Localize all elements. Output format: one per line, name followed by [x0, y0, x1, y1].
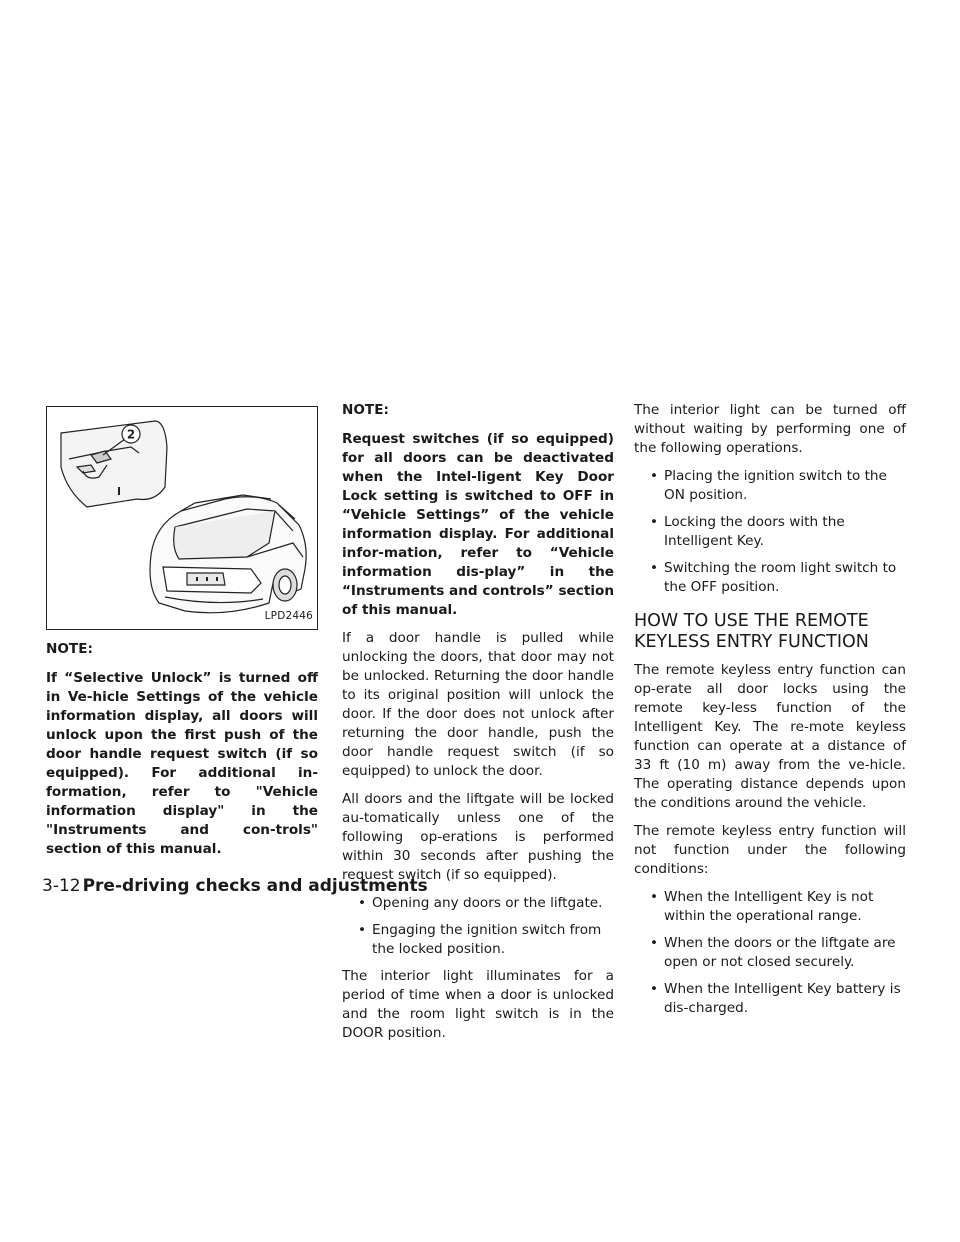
bullet-item: • Placing the ignition switch to the ON position. [650, 468, 887, 503]
car-rear-door-handle-illustration [47, 407, 317, 629]
paragraph: If a door handle is pulled while unlocking the doors, that door may not be unlocked. Returning the door handle to its original position will unlock the door. If the door does not unlock after returning the door handle, push the door handle request switch (if so equipped) to unlock the door. [342, 630, 614, 779]
page-footer [42, 876, 428, 896]
section-heading: HOW TO USE THE REMOTE KEYLESS ENTRY FUNCTION [634, 611, 869, 652]
column-middle [342, 401, 614, 1052]
note-text: Request switches (if so equipped) for all doors can be deactivated when the Intel-ligent Key Door Lock setting is switched to OFF in “Vehicle Settings” of the vehicle information display. For additional infor-mation, refer to “Vehicle information dis-play” in the “Instruments and controls” section of this manual. [342, 431, 614, 618]
section-title: Pre-driving checks and adjustments [82, 876, 428, 896]
note-label: NOTE: [46, 641, 93, 657]
column-left [46, 406, 318, 868]
paragraph: All doors and the liftgate will be locked au-tomatically unless one of the following op-erations is performed within 30 seconds after pushing the request switch (if so equipped). [342, 791, 614, 883]
paragraph: The interior light can be turned off without waiting by performing one of the following operations. [634, 402, 906, 456]
bullet-item: • Engaging the ignition switch from the locked position. [358, 922, 602, 957]
paragraph: The remote keyless entry function will not function under the following conditions: [634, 823, 906, 877]
vehicle-illustration [46, 406, 318, 630]
callout-number: 2 [126, 427, 136, 442]
callout-circle [122, 425, 140, 443]
note-text: If “Selective Unlock” is turned off in Ve-hicle Settings of the vehicle information display, all doors will unlock upon the first push of the door handle request switch (if so equipped). For additional in-formation, refer to "Vehicle information display" in the "Instruments and con-trols" section of this manual. [46, 670, 318, 857]
bullet-item: • Locking the doors with the Intelligent Key. [650, 514, 845, 549]
bullet-item: • Opening any doors or the liftgate. [358, 895, 603, 911]
page-number: 3-12 [42, 876, 81, 896]
paragraph: The interior light illuminates for a period of time when a door is unlocked and the room light switch is in the DOOR position. [342, 968, 614, 1041]
bullet-item: • When the doors or the liftgate are open or not closed securely. [650, 935, 896, 970]
bullet-item: • When the Intelligent Key is not within the operational range. [650, 889, 874, 924]
column-right [634, 401, 906, 1026]
figure-code: LPD2446 [264, 610, 313, 622]
note-label: NOTE: [342, 402, 389, 418]
inset-handle-detail [61, 421, 167, 507]
paragraph: The remote keyless entry function can op-erate all door locks using the remote key-less function of the Intelligent Key. The re-mote keyless function can operate at a distance of 33 ft (10 m) away from the ve-hicle. The operating distance depends upon the conditions around the vehicle. [634, 662, 906, 811]
car-outline [150, 495, 306, 613]
bullet-item: • Switching the room light switch to the OFF position. [650, 560, 897, 595]
bullet-item: • When the Intelligent Key battery is dis-charged. [650, 981, 901, 1016]
